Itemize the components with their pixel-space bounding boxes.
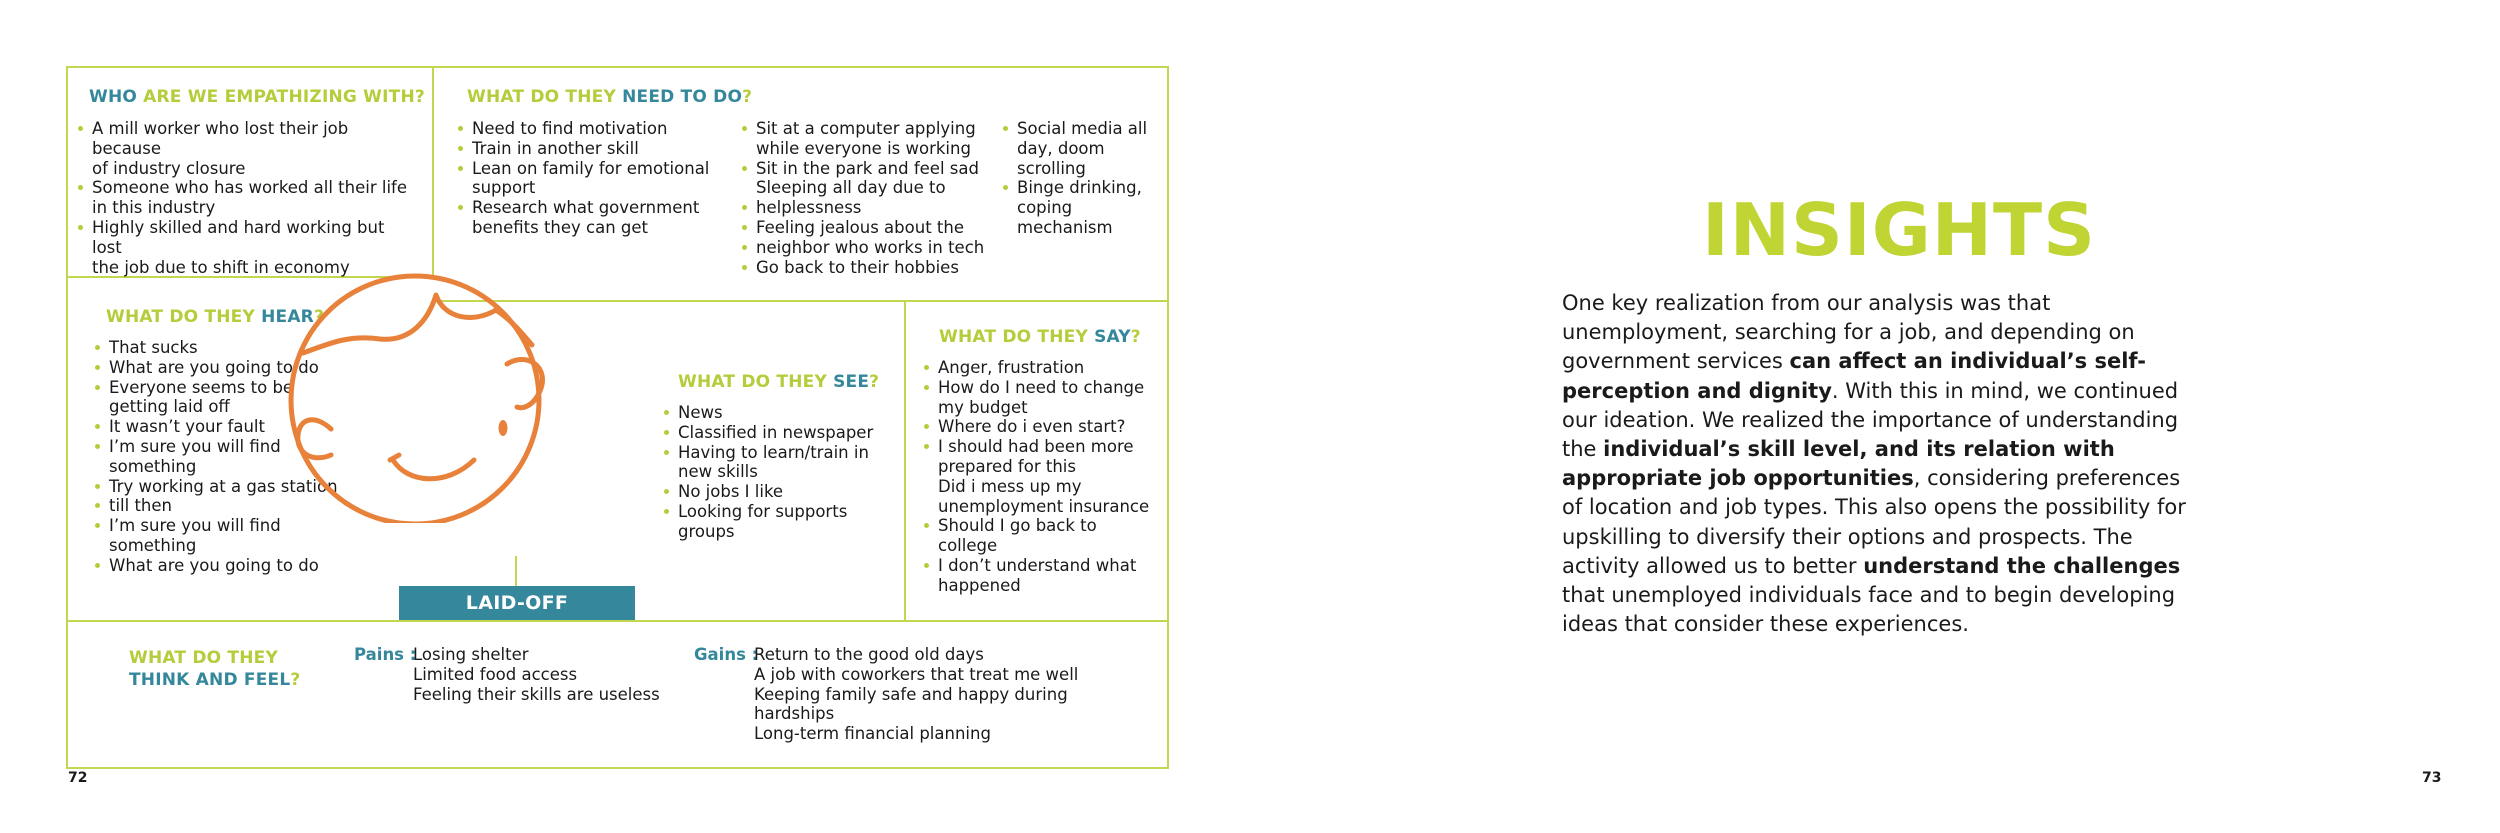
insights-paragraph	[1562, 289, 2202, 639]
list-item: Did i mess up my	[938, 476, 1082, 496]
body-text: . With this in mind, we continued our ideation. We realized the importance of understanding the	[1562, 378, 2179, 462]
list-item: Keeping family safe and happy during	[754, 684, 1068, 704]
list-item: day, doom	[1017, 138, 1105, 158]
list-item: Train in another skill	[458, 139, 728, 159]
say-list	[924, 358, 1164, 596]
list-item: of industry closure	[92, 158, 246, 178]
body-text: that unemployed individuals face and to begin developing ideas that consider these experiences.	[1562, 583, 2176, 637]
list-item: Research what government	[458, 198, 728, 218]
emphasis-text: can affect an individual’s self-perception and dignity	[1562, 349, 2146, 403]
list-item: Looking for supports	[664, 502, 904, 522]
hear-title: WHAT DO THEY HEAR?	[106, 307, 325, 327]
list-item: How do I need to change	[924, 378, 1164, 398]
think-feel-title: WHAT DO THEY THINK AND FEEL?	[129, 648, 301, 690]
need-list-col1	[458, 119, 728, 238]
list-item: I’m sure you will find	[95, 516, 355, 536]
list-item: Someone who has worked all their life	[78, 178, 418, 198]
list-item: unemployment insurance	[938, 496, 1150, 516]
list-item: Limited food access	[413, 664, 578, 684]
list-item: No jobs I like	[664, 482, 904, 502]
list-item: News	[664, 403, 904, 423]
list-item: I’m sure you will find	[95, 437, 355, 457]
list-item: happened	[938, 575, 1021, 595]
divider	[68, 620, 1169, 622]
who-title: WHO ARE WE EMPATHIZING WITH?	[89, 87, 425, 107]
list-item: Return to the good old days	[754, 645, 984, 664]
list-item: support	[472, 178, 536, 198]
body-text: One key realization from our analysis was that unemployment, searching for a job, and depending on government services	[1562, 291, 2135, 374]
list-item: helplessness	[742, 198, 992, 218]
insights-title: INSIGHTS	[1702, 188, 2097, 272]
list-item: I should had been more	[924, 437, 1164, 457]
list-item: new skills	[678, 462, 758, 482]
list-item: Highly skilled and hard working but lost	[78, 218, 418, 258]
gains-list	[754, 645, 1134, 744]
list-item: mechanism	[1017, 217, 1113, 237]
list-item: What are you going to do	[95, 358, 355, 378]
list-item: Feeling jealous about the	[742, 218, 992, 238]
list-item: Sit in the park and feel sad	[742, 159, 992, 179]
list-item: Classified in newspaper	[664, 423, 904, 443]
list-item: till then	[95, 496, 355, 516]
list-item: my budget	[938, 397, 1028, 417]
list-item: Try working at a gas station	[95, 477, 355, 497]
gains-label: Gains :	[694, 645, 759, 664]
emphasis-text: understand the challenges	[1863, 553, 2181, 578]
list-item: Go back to their hobbies	[742, 258, 992, 278]
list-item: Need to find motivation	[458, 119, 728, 139]
need-title: WHAT DO THEY NEED TO DO?	[467, 87, 753, 107]
persona-badge: LAID-OFF INDIVIDUAL	[399, 586, 635, 620]
list-item: while everyone is working	[756, 138, 971, 158]
list-item: college	[938, 536, 998, 556]
list-item: getting laid off	[109, 397, 230, 417]
list-item: prepared for this	[938, 456, 1076, 476]
list-item: Everyone seems to be	[95, 378, 355, 398]
pains-list	[413, 645, 713, 704]
list-item: Sleeping all day due to	[756, 178, 946, 198]
see-title: WHAT DO THEY SEE?	[678, 372, 880, 392]
list-item: Sit at a computer applying	[742, 119, 992, 139]
list-item: Anger, frustration	[924, 358, 1164, 378]
list-item: the job due to shift in economy	[92, 257, 350, 277]
list-item: something	[109, 535, 197, 555]
list-item: neighbor who works in tech	[742, 238, 992, 258]
list-item: I don’t understand what	[924, 556, 1164, 576]
list-item: Long-term financial planning	[754, 724, 991, 744]
list-item: in this industry	[92, 198, 216, 218]
body-text: , considering preferences of location and job types. This also opens the possibility for upskilling to diversify their options and prospects. The activity allowed us to better	[1562, 466, 2186, 578]
list-item: something	[109, 456, 197, 476]
see-list	[664, 403, 904, 542]
list-item: What are you going to do	[95, 556, 355, 576]
list-item: Binge drinking,	[1003, 178, 1153, 198]
list-item: Where do i even start?	[924, 417, 1164, 437]
list-item: Losing shelter	[413, 645, 529, 664]
list-item: scrolling	[1017, 158, 1086, 178]
list-item: It wasn’t your fault	[95, 417, 355, 437]
list-item: benefits they can get	[472, 217, 649, 237]
list-item: Feeling their skills are useless	[413, 684, 660, 704]
list-item: A mill worker who lost their job because	[78, 119, 418, 159]
list-item: hardships	[754, 704, 835, 724]
face-illustration	[260, 223, 590, 523]
list-item: A job with coworkers that treat me well	[754, 664, 1079, 684]
list-item: Having to learn/train in	[664, 443, 904, 463]
say-title: WHAT DO THEY SAY?	[939, 327, 1141, 347]
emphasis-text: individual’s skill level, and its relation with appropriate job opportunities	[1562, 437, 2115, 491]
need-list-col3	[1003, 119, 1153, 238]
list-item: Social media all	[1003, 119, 1153, 139]
pains-label: Pains :	[354, 645, 417, 664]
divider	[904, 300, 906, 620]
list-item: Should I go back to	[924, 516, 1164, 536]
list-item: That sucks	[95, 338, 355, 358]
page-number-left: 72	[68, 770, 88, 786]
page-number-right: 73	[2422, 770, 2442, 786]
list-item: coping	[1017, 198, 1073, 218]
need-list-col2	[742, 119, 992, 277]
list-item: Lean on family for emotional	[458, 159, 728, 179]
list-item: groups	[678, 521, 735, 541]
